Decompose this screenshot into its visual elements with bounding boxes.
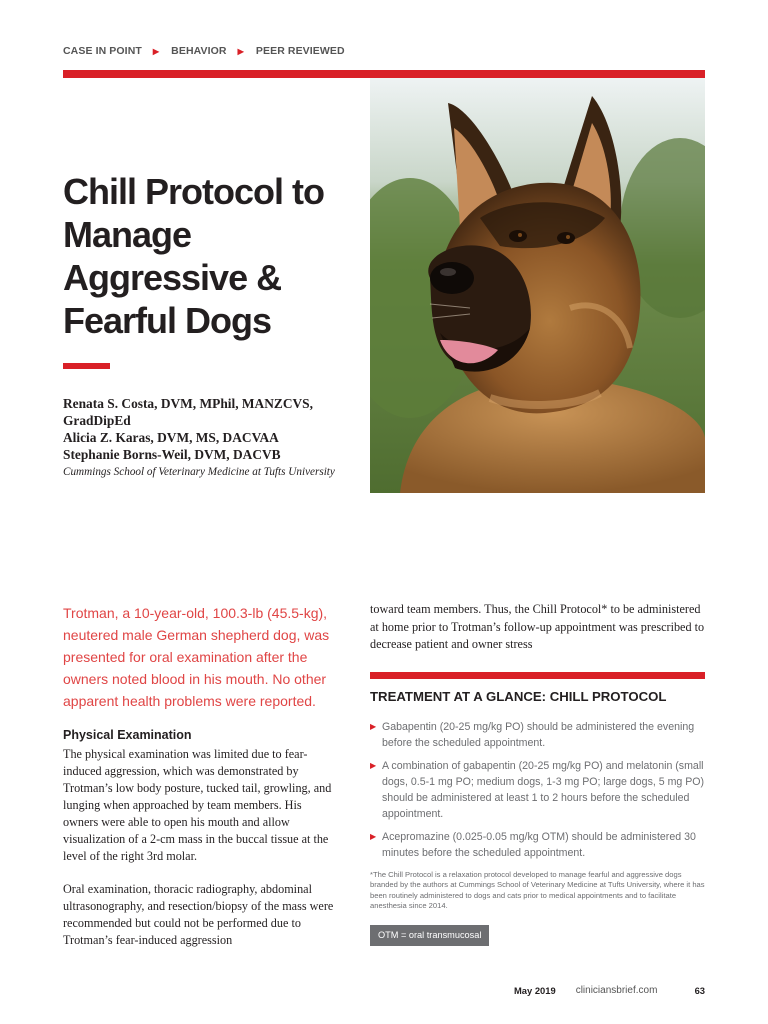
right-triangle-icon: ▶ bbox=[370, 832, 377, 841]
breadcrumb-item-peer-reviewed[interactable]: PEER REVIEWED bbox=[255, 45, 345, 57]
breadcrumb bbox=[63, 44, 345, 58]
author-list bbox=[63, 395, 353, 463]
treatment-item-text: A combination of gabapentin (20-25 mg/kg PO) and melatonin (small dogs, 0.5-1 mg PO; medium dogs, 1-3 mg PO; large dogs, 5 mg PO) should be administered at least 1 to 2 hours before the scheduled appointment. bbox=[382, 760, 705, 820]
treatment-item bbox=[370, 758, 705, 822]
treatment-item-text: Gabapentin (20-25 mg/kg PO) should be administered the evening before the scheduled appointment. bbox=[382, 721, 695, 749]
author-line: Alicia Z. Karas, DVM, MS, DACVAA bbox=[63, 430, 279, 445]
breadcrumb-item-behavior[interactable]: BEHAVIOR bbox=[171, 45, 227, 57]
section-heading: Physical Examination bbox=[63, 728, 192, 742]
page-footer bbox=[514, 983, 705, 997]
breadcrumb-item-case-in-point[interactable]: CASE IN POINT bbox=[63, 45, 142, 57]
site-link[interactable]: cliniciansbrief.com bbox=[575, 984, 658, 996]
body-paragraph: Oral examination, thoracic radiography, abdominal ultrasonography, and resection/biopsy of the mass were recommended but could not be performed due to Trotman’s fear-induced aggression bbox=[63, 882, 334, 947]
treatment-item bbox=[370, 829, 705, 861]
author-line: Renata S. Costa, DVM, MPhil, MANZCVS, GradDipEd bbox=[63, 396, 313, 428]
issue-date: May 2019 bbox=[514, 984, 556, 996]
body-paragraph-continued: toward team members. Thus, the Chill Protocol* to be administered at home prior to Trotman’s follow-up appointment was prescribed to decrease patient and owner stress bbox=[370, 602, 705, 651]
title-accent-rule bbox=[63, 363, 110, 369]
right-triangle-icon: ▶ bbox=[152, 46, 160, 56]
right-triangle-icon: ▶ bbox=[370, 761, 377, 770]
author-affiliation: Cummings School of Veterinary Medicine at Tufts University bbox=[63, 466, 335, 478]
sidebar-title: TREATMENT AT A GLANCE: CHILL PROTOCOL bbox=[370, 689, 667, 704]
treatment-list bbox=[370, 719, 705, 868]
treatment-item-text: Acepromazine (0.025-0.05 mg/kg OTM) should be administered 30 minutes before the scheduled appointment. bbox=[382, 831, 696, 859]
body-paragraph: The physical examination was limited due to fear-induced aggression, which was demonstrated by Trotman’s low body posture, tucked tail, growling, and lunging when approached by team members. His owners were able to open his mouth and allow visualization of a 2-cm mass in the buccal tissue at the level of the right 3rd molar. bbox=[63, 747, 332, 863]
abbreviation-badge: OTM = oral transmucosal bbox=[370, 925, 489, 946]
intro-paragraph: Trotman, a 10-year-old, 100.3-lb (45.5-kg), neutered male German shepherd dog, was presented for oral examination after the owners noted blood in his mouth. No other apparent health problems were reported. bbox=[63, 605, 330, 709]
right-triangle-icon: ▶ bbox=[237, 46, 244, 56]
page-number: 63 bbox=[694, 984, 705, 996]
treatment-item bbox=[370, 719, 705, 751]
author-line: Stephanie Borns-Weil, DVM, DACVB bbox=[63, 447, 281, 462]
german-shepherd-photo bbox=[370, 78, 705, 493]
top-divider bbox=[63, 70, 705, 78]
footnote: *The Chill Protocol is a relaxation protocol developed to manage fearful and aggressive dogs branded by the authors at Cummings School of Veterinary Medicine at Tufts University, where it has been routinely administered to dogs and cats prior to medical appointments and to facilitate anesthesia since 2014. bbox=[370, 870, 705, 910]
article-title: Chill Protocol to Manage Aggressive & Fearful Dogs bbox=[63, 171, 324, 341]
sidebar-divider bbox=[370, 672, 705, 679]
right-triangle-icon: ▶ bbox=[370, 722, 377, 731]
